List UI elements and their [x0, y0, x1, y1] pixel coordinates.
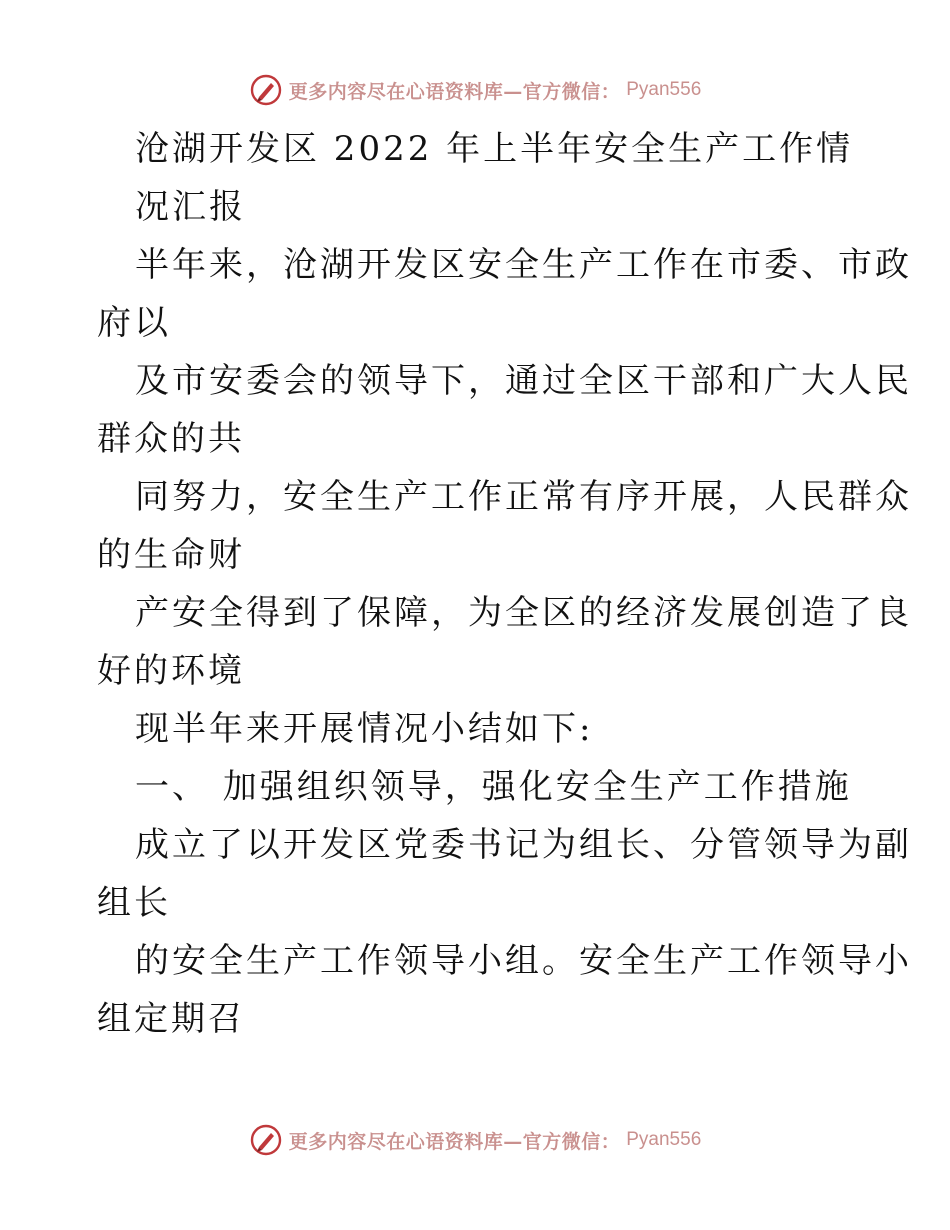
header-watermark [0, 70, 950, 110]
footer-watermark [0, 1120, 950, 1160]
pen-logo-icon [249, 1123, 283, 1157]
watermark-text: 更多内容尽在心语资料库—官方微信： [288, 80, 621, 103]
text-line: 组定期召 [97, 999, 245, 1039]
text-line: 组长 [97, 883, 171, 923]
text-line: 的安全生产工作领导小组。安全生产工作领导小 [135, 941, 912, 981]
watermark-account: Pyan556 [626, 1129, 702, 1150]
text-line: 群众的共 [97, 419, 245, 459]
text-line: 同努力，安全生产工作正常有序开展，人民群众 [135, 477, 912, 517]
text-line: 沧湖开发区 2022 年上半年安全生产工作情 [135, 129, 854, 169]
pen-logo-icon [249, 73, 283, 107]
watermark-account: Pyan556 [626, 79, 702, 100]
text-line: 现半年来开展情况小结如下: [135, 709, 594, 749]
text-line: 一、 加强组织领导，强化安全生产工作措施 [135, 767, 852, 807]
text-line: 半年来，沧湖开发区安全生产工作在市委、市政 [135, 245, 912, 285]
document-body [97, 120, 912, 1048]
text-line: 的生命财 [97, 535, 245, 575]
text-line: 成立了以开发区党委书记为组长、分管领导为副 [135, 825, 912, 865]
text-line: 及市安委会的领导下，通过全区干部和广大人民 [135, 361, 912, 401]
text-line: 况汇报 [135, 187, 246, 227]
watermark-text: 更多内容尽在心语资料库—官方微信： [288, 1130, 621, 1153]
text-line: 府以 [97, 303, 171, 343]
text-line: 产安全得到了保障，为全区的经济发展创造了良 [135, 593, 912, 633]
text-line: 好的环境 [97, 651, 245, 691]
